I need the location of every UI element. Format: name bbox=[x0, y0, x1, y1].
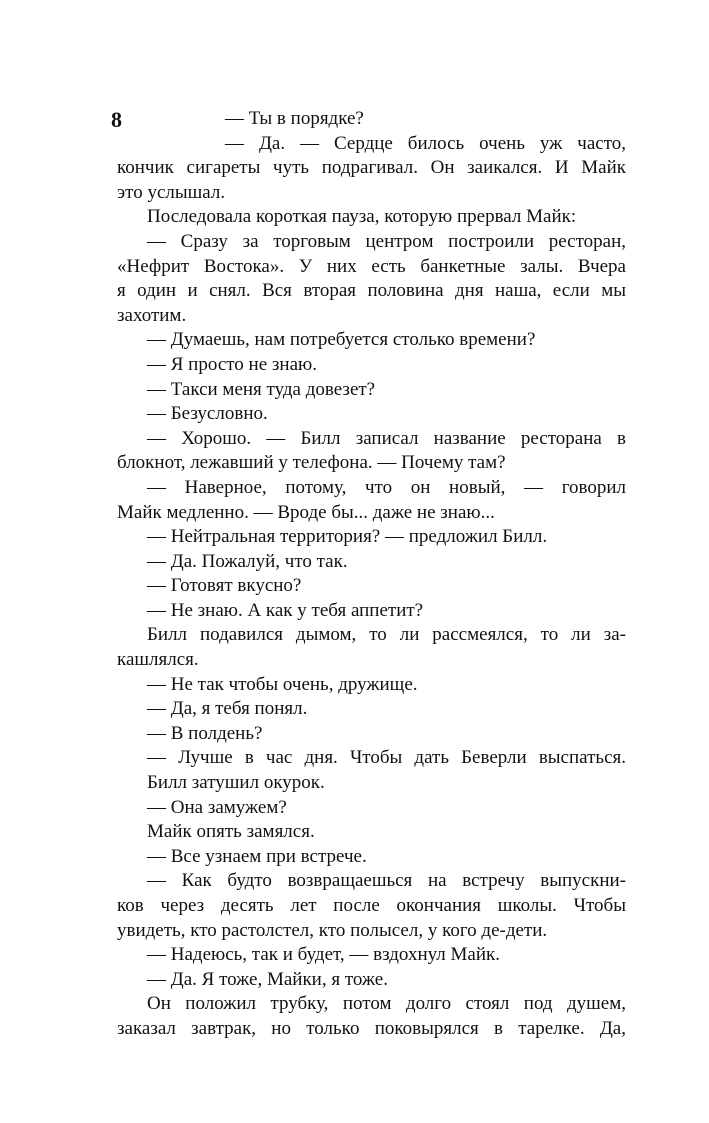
text-line: кашлялся. bbox=[117, 649, 199, 671]
text-line: Билл затушил окурок. bbox=[147, 772, 325, 794]
text-line: увидеть, кто растолстел, кто полысел, у кого де-дети. bbox=[117, 919, 548, 941]
text-line: — Да. — Сердце билось очень уж часто, bbox=[225, 132, 626, 154]
text-line: блокнот, лежавший у телефона. — Почему там? bbox=[117, 452, 506, 474]
text-line: — Да. Я тоже, Майки, я тоже. bbox=[147, 968, 388, 990]
text-line: я один и снял. Вся вторая половина дня наша, если мы bbox=[117, 280, 626, 302]
text-line: Он положил трубку, потом долго стоял под душем, bbox=[147, 993, 626, 1015]
text-line: — Как будто возвращаешься на встречу выпускни- bbox=[147, 870, 626, 892]
text-line: Последовала короткая пауза, которую прервал Майк: bbox=[147, 206, 577, 228]
text-line: — Да. Пожалуй, что так. bbox=[147, 550, 348, 572]
text-line: — Ты в порядке? bbox=[225, 108, 364, 129]
text-line: Майк опять замялся. bbox=[147, 821, 315, 843]
text-line: это услышал. bbox=[117, 181, 226, 203]
text-line: Билл подавился дымом, то ли рассмеялся, то ли за- bbox=[147, 624, 626, 646]
text-line: — Да, я тебя понял. bbox=[147, 698, 308, 720]
text-line: Майк медленно. — Вроде бы... даже не знаю... bbox=[117, 501, 495, 523]
text-line: — В полдень? bbox=[147, 722, 263, 744]
text-line: — Думаешь, нам потребуется столько времени? bbox=[147, 329, 536, 351]
text-line: захотим. bbox=[117, 304, 187, 326]
text-line: — Она замужем? bbox=[147, 796, 287, 818]
page-number: 8 bbox=[111, 107, 122, 132]
text-line: кончик сигареты чуть подрагивал. Он заикался. И Майк bbox=[117, 157, 626, 179]
text-line: — Все узнаем при встрече. bbox=[147, 845, 367, 867]
text-line: ков через десять лет после окончания школы. Чтобы bbox=[117, 895, 626, 916]
text-line: — Готовят вкусно? bbox=[147, 575, 302, 597]
body-text bbox=[117, 107, 626, 1042]
text-line: — Сразу за торговым центром построили ресторан, bbox=[147, 230, 626, 252]
text-line: — Нейтральная территория? — предложил Билл. bbox=[147, 526, 548, 548]
text-line: — Я просто не знаю. bbox=[147, 353, 317, 375]
text-line: — Надеюсь, так и будет, — вздохнул Майк. bbox=[147, 944, 501, 966]
text-line: — Такси меня туда довезет? bbox=[147, 378, 376, 400]
text-line: — Не знаю. А как у тебя аппетит? bbox=[147, 599, 424, 621]
text-line: — Хорошо. — Билл записал название ресторана в bbox=[147, 427, 626, 449]
text-line: заказал завтрак, но только поковырялся в тарелке. Да, bbox=[117, 1017, 626, 1039]
text-line: — Лучше в час дня. Чтобы дать Беверли выспаться. bbox=[147, 747, 626, 769]
text-line: «Нефрит Востока». У них есть банкетные залы. Вчера bbox=[117, 255, 626, 277]
text-line: — Не так чтобы очень, дружище. bbox=[147, 673, 418, 695]
text-line: — Наверное, потому, что он новый, — говорил bbox=[147, 476, 626, 498]
text-line: — Безусловно. bbox=[147, 403, 268, 425]
